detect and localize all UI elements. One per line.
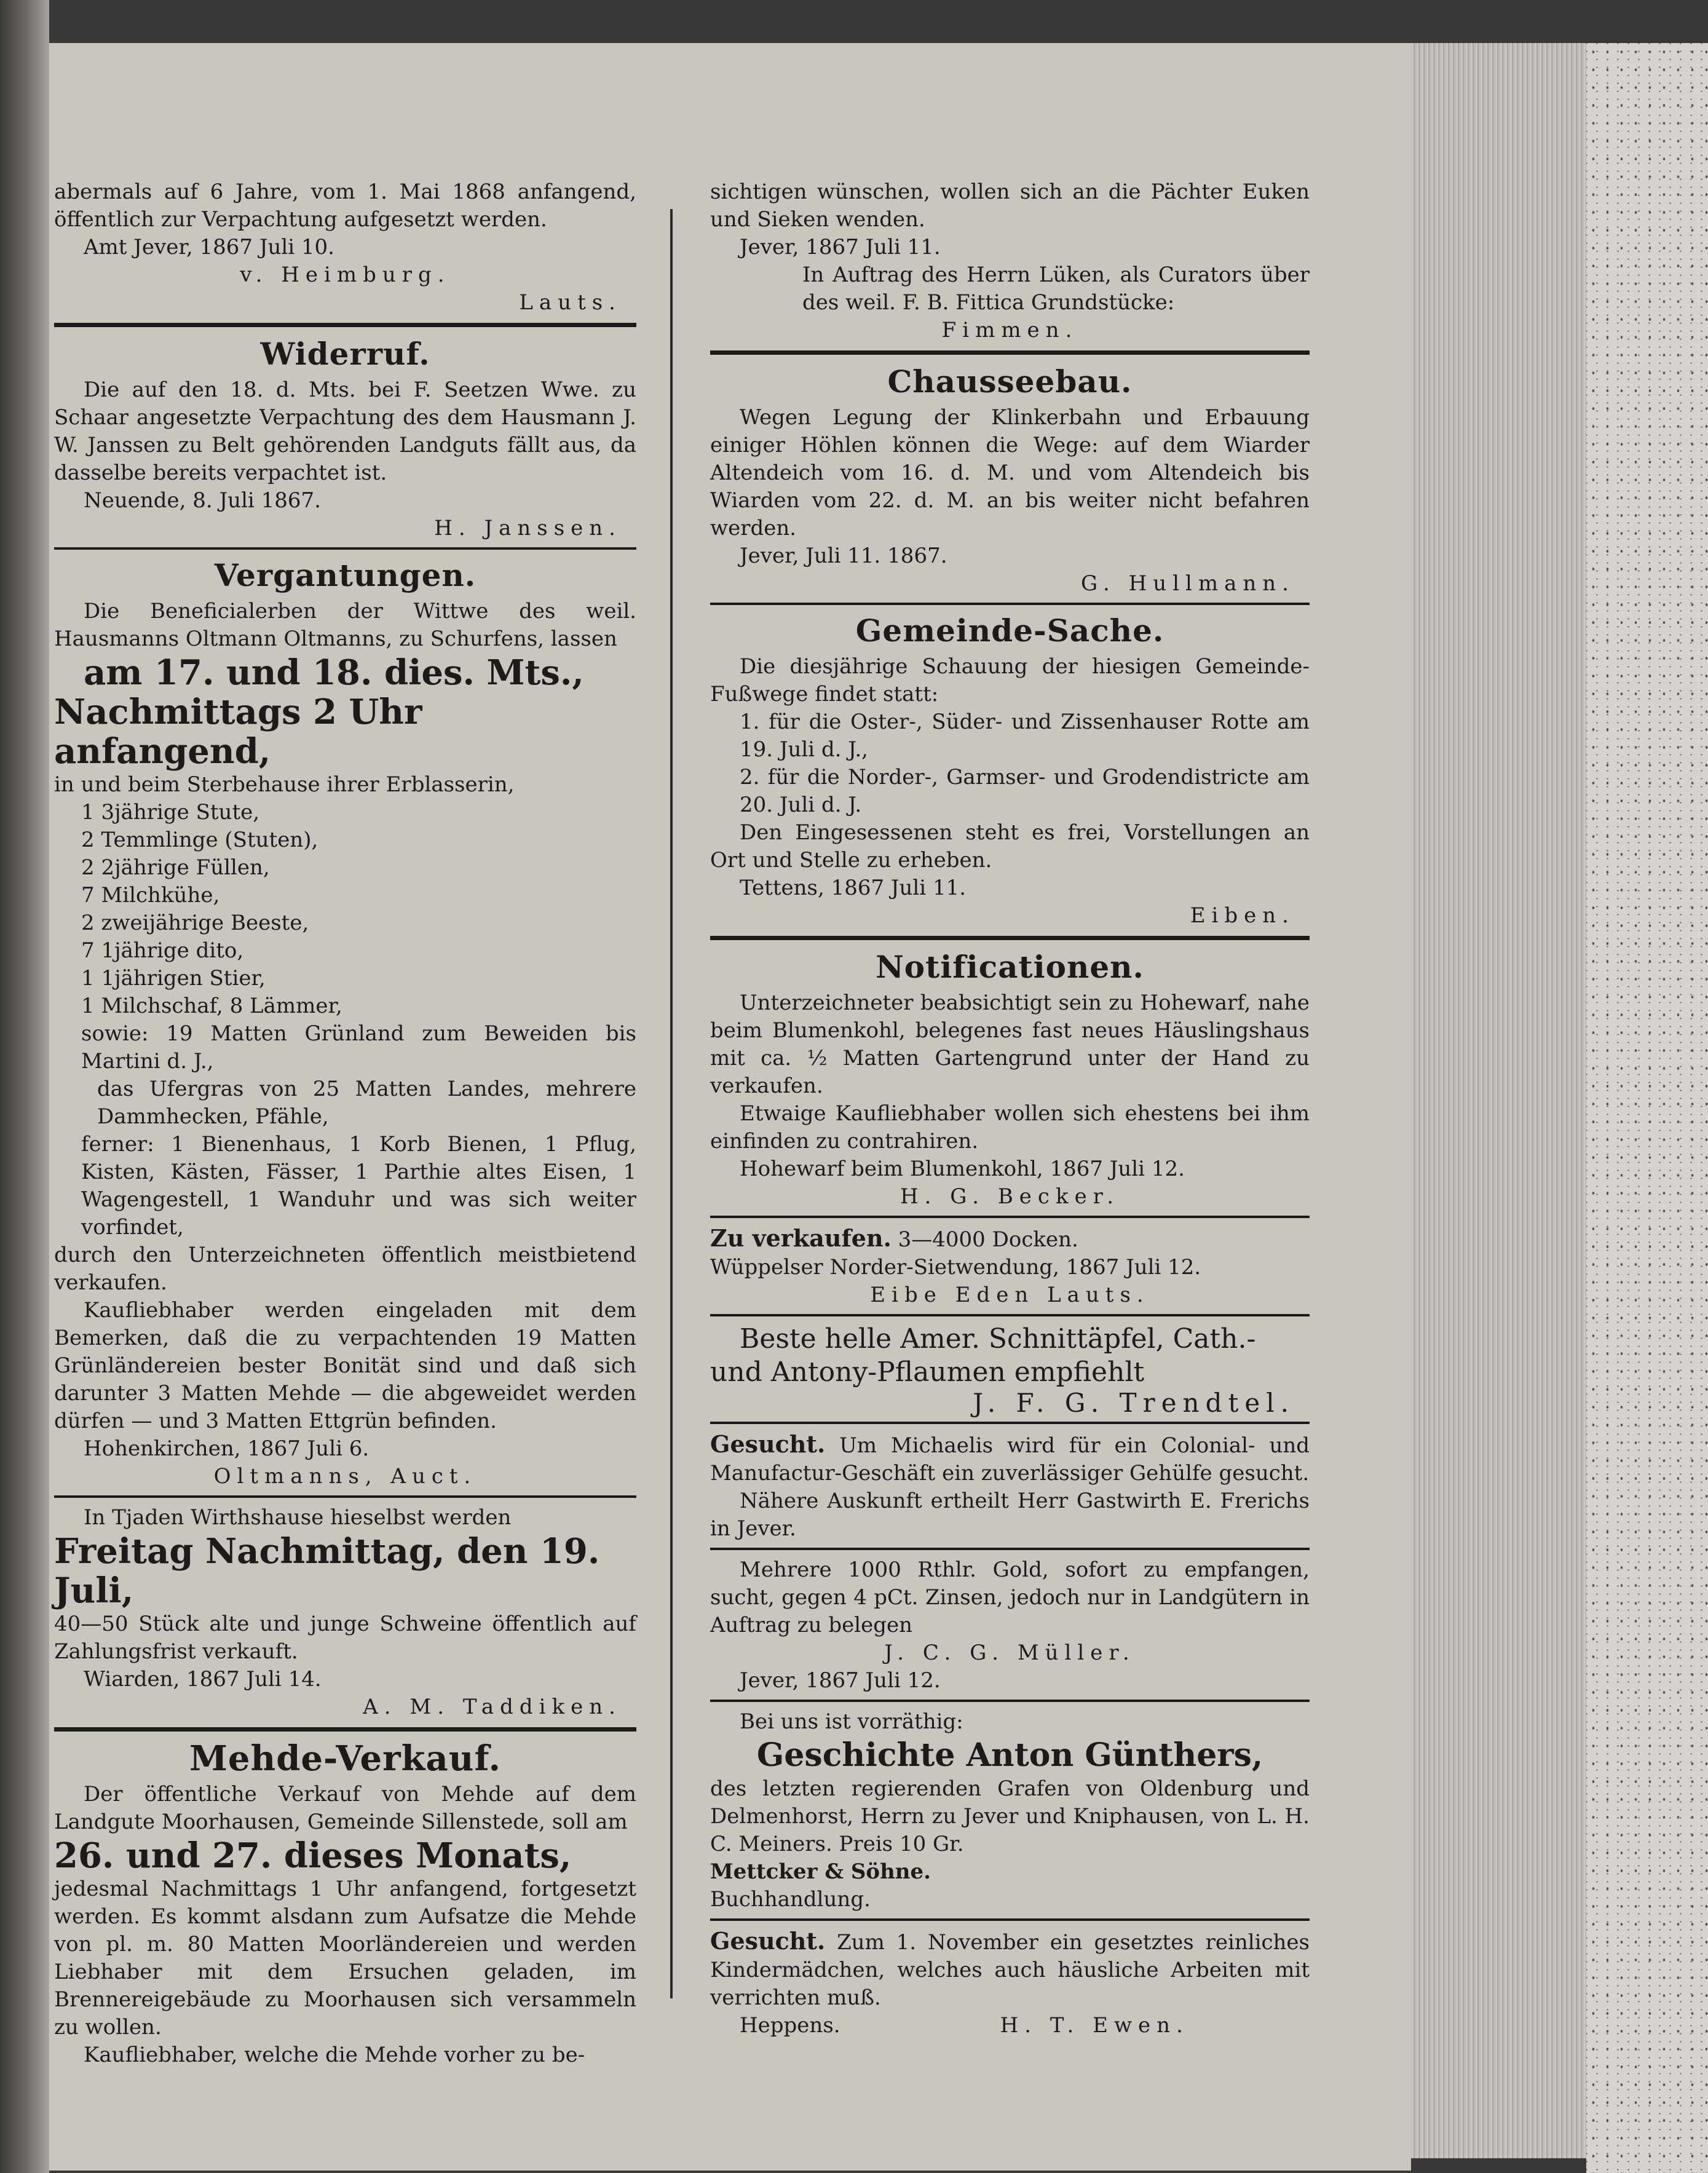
schauung-item-1: 1. für die Oster-, Süder- und Zissenhauser Rotte am 19. Juli d. J., bbox=[740, 710, 1310, 762]
auction-item: 2 2jährige Füllen, bbox=[81, 855, 270, 880]
notice-signature: J. F. G. Trendtel. bbox=[973, 1388, 1295, 1418]
section-rule bbox=[54, 547, 636, 550]
intro-auftrag: In Auftrag des Herrn Lüken, als Curators über des weil. F. B. Fittica Grundstücke: bbox=[802, 263, 1310, 315]
intro-signature-2: Lauts. bbox=[519, 290, 622, 315]
notice-text: Wegen Legung der Klinkerbahn und Erbauung einiger Höhlen können die Wege: auf dem Wiarder Altendeich vom 16. d. M. und vom Altendeich bis Wiarden vom 22. d. M. an bis weiter nicht befahren werden. bbox=[710, 405, 1310, 540]
notice-text: Die diesjährige Schauung der hiesigen Gemeinde-Fußwege findet statt: bbox=[710, 654, 1310, 707]
left-column bbox=[54, 178, 636, 2069]
section-rule bbox=[710, 1216, 1310, 1218]
auction-item: 1 3jährige Stute, bbox=[81, 800, 260, 825]
book-title: Geschichte Anton Günthers, bbox=[756, 1736, 1263, 1774]
auction-date: am 17. und 18. dies. Mts., bbox=[84, 652, 584, 693]
auction-time: Nachmittags 2 Uhr anfangend, bbox=[54, 692, 422, 772]
notice-place: Heppens. bbox=[740, 2013, 840, 2038]
notice-place: Wiarden, 1867 Juli 14. bbox=[84, 1667, 322, 1692]
notice-text: Zum 1. November ein gesetztes reinliches Kindermädchen, welches auch häusliche Arbeiten mit verrichten muß. bbox=[710, 1930, 1310, 2010]
notice-text: Die auf den 18. d. Mts. bei F. Seetzen Wwe. zu Schaar angesetzte Verpachtung des dem Hausmann J. W. Janssen zu Belt gehörenden Landguts fällt aus, da dasselbe bereits verpachtet ist. bbox=[54, 378, 636, 485]
auction-ufergras: das Ufergras von 25 Matten Landes, mehrere Dammhecken, Pfähle, bbox=[97, 1077, 636, 1129]
section-rule bbox=[710, 1422, 1310, 1424]
notice-line-1: Beste helle Amer. Schnittäpfel, Cath.- bbox=[740, 1323, 1256, 1355]
notice-heading: Vergantungen. bbox=[214, 557, 476, 593]
page-edges bbox=[1411, 43, 1586, 2158]
notice-text: Um Michaelis wird für ein Colonial- und Manufactur-Geschäft ein zuverlässiger Gehülfe gesucht. bbox=[710, 1433, 1310, 1486]
notice-signature: J. C. G. Müller. bbox=[884, 1641, 1136, 1665]
intro-text: sichtigen wünschen, wollen sich an die Pächter Euken und Sieken wenden. bbox=[710, 180, 1310, 232]
auction-sowie: sowie: 19 Matten Grünland zum Beweiden bis Martini d. J., bbox=[81, 1021, 636, 1074]
intro-signature-1: v. Heimburg. bbox=[240, 263, 451, 287]
sale-date: 26. und 27. dieses Monats, bbox=[54, 1835, 572, 1876]
scanner-background bbox=[0, 0, 1708, 44]
section-rule bbox=[710, 1918, 1310, 1921]
notice-tjaden bbox=[54, 1504, 636, 1721]
notice-signature: G. Hullmann. bbox=[1081, 571, 1295, 596]
notice-gesucht-gehuelfe bbox=[710, 1430, 1310, 1543]
notice-chausseebau bbox=[710, 362, 1310, 598]
intro-place: Jever, 1867 Juli 11. bbox=[740, 235, 941, 259]
binding-gutter bbox=[0, 0, 49, 2173]
auction-item: 1 1jährigen Stier, bbox=[81, 966, 266, 991]
notice-vergantungen bbox=[54, 556, 636, 1490]
notice-gemeinde bbox=[710, 611, 1310, 930]
notice-signature: H. Janssen. bbox=[434, 516, 622, 540]
notice-lead: Gesucht. bbox=[710, 1927, 826, 1955]
notice-signature: Mettcker & Söhne. bbox=[710, 1859, 931, 1884]
sale-date: Freitag Nachmittag, den 19. Juli, bbox=[54, 1531, 600, 1611]
notice-mehde bbox=[54, 1739, 636, 2069]
notice-signature: A. M. Taddiken. bbox=[363, 1695, 622, 1719]
notice-heading: Mehde-Verkauf. bbox=[189, 1738, 502, 1779]
notice-gold bbox=[710, 1556, 1310, 1695]
auction-item: 7 Milchkühe, bbox=[81, 883, 220, 908]
notice-text: Unterzeichneter beabsichtigt sein zu Hohewarf, nahe beim Blumenkohl, belegenes fast neues Häuslingshaus mit ca. ½ Matten Gartengrund unter der Hand zu verkaufen. bbox=[710, 991, 1310, 1098]
notice-line-2: und Antony-Pflaumen empfiehlt bbox=[710, 1356, 1145, 1388]
notice-heading: Chausseebau. bbox=[887, 363, 1133, 400]
section-rule bbox=[710, 350, 1310, 355]
auction-item: 1 Milchschaf, 8 Lämmer, bbox=[81, 994, 342, 1018]
section-rule bbox=[710, 1700, 1310, 1702]
notice-text: 3—4000 Docken. bbox=[898, 1227, 1078, 1252]
notice-signature: H. G. Becker. bbox=[899, 1184, 1120, 1209]
notice-buchhandlung bbox=[710, 1708, 1310, 1914]
notice-lead: Gesucht. bbox=[710, 1430, 826, 1458]
auction-kaufliebhaber: Kaufliebhaber werden eingeladen mit dem Bemerken, daß die zu verpachtenden 19 Matten Grünländereien bester Bonität sind und daß sich darunter 3 Matten Mehde — die abgeweidet werden dürfen — und 3 Matten Ettgrün befinden. bbox=[54, 1298, 636, 1433]
intro-signature: Fimmen. bbox=[941, 318, 1078, 342]
notice-signature: H. T. Ewen. bbox=[1000, 2013, 1189, 2038]
column-divider bbox=[670, 209, 673, 1998]
notice-text-2: Den Eingesessenen steht es frei, Vorstellungen an Ort und Stelle zu erheben. bbox=[710, 820, 1310, 873]
section-rule bbox=[54, 323, 636, 327]
auction-item: 7 1jährige dito, bbox=[81, 938, 244, 963]
notice-zu-verkaufen bbox=[710, 1224, 1310, 1309]
notice-signature: Oltmanns, Auct. bbox=[213, 1464, 477, 1489]
notice-place: Jever, Juli 11. 1867. bbox=[740, 544, 947, 568]
auction-item: 2 Temmlinge (Stuten), bbox=[81, 828, 318, 852]
notice-text: des letzten regierenden Grafen von Oldenburg und Delmenhorst, Herrn zu Jever und Kniphausen, von L. H. C. Meiners. Preis 10 Gr. bbox=[710, 1776, 1310, 1856]
notice-text-3: Kaufliebhaber, welche die Mehde vorher zu be- bbox=[84, 2043, 585, 2067]
notice-text: Mehrere 1000 Rthlr. Gold, sofort zu empfangen, sucht, gegen 4 pCt. Zinsen, jedoch nur in Landgütern in Auftrag zu belegen bbox=[710, 1558, 1310, 1637]
notice-text: In Tjaden Wirthshause hieselbst werden bbox=[84, 1505, 512, 1530]
notice-text-2: jedesmal Nachmittags 1 Uhr anfangend, fortgesetzt werden. Es kommt alsdann zum Aufsatze die Mehde von pl. m. 80 Matten Moorländereien und werden Liebhaber mit dem Ersuchen geladen, im Brennereigebäude zu Moorhausen sich versammeln zu wollen. bbox=[54, 1877, 636, 2040]
notice-text-2: Nähere Auskunft ertheilt Herr Gastwirth E. Frerichs in Jever. bbox=[710, 1489, 1310, 1541]
intro-text: abermals auf 6 Jahre, vom 1. Mai 1868 anfangend, öffentlich zur Verpachtung aufgesetzt werden. bbox=[54, 180, 636, 232]
notice-signature: Eiben. bbox=[1190, 903, 1295, 928]
section-rule bbox=[710, 1314, 1310, 1316]
notice-place: Jever, 1867 Juli 12. bbox=[740, 1668, 941, 1693]
section-rule bbox=[54, 1495, 636, 1498]
notice-place: Hohenkirchen, 1867 Juli 6. bbox=[84, 1436, 370, 1461]
notice-lead: Zu verkaufen. bbox=[710, 1224, 892, 1252]
intro-place: Amt Jever, 1867 Juli 10. bbox=[84, 235, 334, 259]
notice-signature: Eibe Eden Lauts. bbox=[870, 1283, 1150, 1307]
notice-widerruf bbox=[54, 334, 636, 542]
section-rule bbox=[710, 603, 1310, 605]
section-rule bbox=[710, 936, 1310, 940]
notice-gesucht-kindermaedchen bbox=[710, 1927, 1310, 2040]
notice-text-2: Etwaige Kaufliebhaber wollen sich ehestens bei ihm einfinden zu contrahiren. bbox=[710, 1101, 1310, 1154]
notice-lead: Bei uns ist vorräthig: bbox=[740, 1709, 963, 1734]
notice-text: Der öffentliche Verkauf von Mehde auf dem Landgute Moorhausen, Gemeinde Sillenstede, soll am bbox=[54, 1782, 636, 1834]
notice-text: Die Beneficialerben der Wittwe des weil. Hausmanns Oltmann Oltmanns, zu Schurfens, lassen bbox=[54, 599, 636, 651]
notice-signature-2: Buchhandlung. bbox=[710, 1887, 871, 1912]
notice-heading: Notificationen. bbox=[876, 949, 1144, 985]
auction-location: in und beim Sterbehause ihrer Erblasserin, bbox=[54, 772, 515, 797]
auction-items bbox=[54, 799, 636, 1020]
auction-item: 2 zweijährige Beeste, bbox=[81, 911, 309, 935]
notice-place: Hohewarf beim Blumenkohl, 1867 Juli 12. bbox=[740, 1157, 1185, 1181]
auction-ferner: ferner: 1 Bienenhaus, 1 Korb Bienen, 1 Pflug, Kisten, Kästen, Fässer, 1 Parthie altes Eisen, 1 Wagengestell, 1 Wanduhr und was sich weiter vorfindet, bbox=[81, 1132, 636, 1240]
speckled-book-edge bbox=[1586, 43, 1708, 2173]
notice-schnittaepfel bbox=[710, 1323, 1310, 1417]
notice-place: Wüppelser Norder-Sietwendung, 1867 Juli 12. bbox=[710, 1255, 1201, 1280]
section-rule bbox=[54, 1727, 636, 1732]
notice-place: Tettens, 1867 Juli 11. bbox=[740, 876, 967, 900]
right-column bbox=[710, 178, 1310, 2040]
notice-place: Neuende, 8. Juli 1867. bbox=[84, 488, 321, 513]
notice-text-2: 40—50 Stück alte und junge Schweine öffentlich auf Zahlungsfrist verkauft. bbox=[54, 1612, 636, 1664]
notice-notificationen bbox=[710, 948, 1310, 1211]
schauung-item-2: 2. für die Norder-, Garmser- und Grodendistricte am 20. Juli d. J. bbox=[740, 765, 1310, 817]
notice-heading: Gemeinde-Sache. bbox=[855, 612, 1164, 649]
auction-durch: durch den Unterzeichneten öffentlich meistbietend verkaufen. bbox=[54, 1243, 636, 1295]
section-rule bbox=[710, 1548, 1310, 1550]
notice-heading: Widerruf. bbox=[260, 336, 430, 372]
